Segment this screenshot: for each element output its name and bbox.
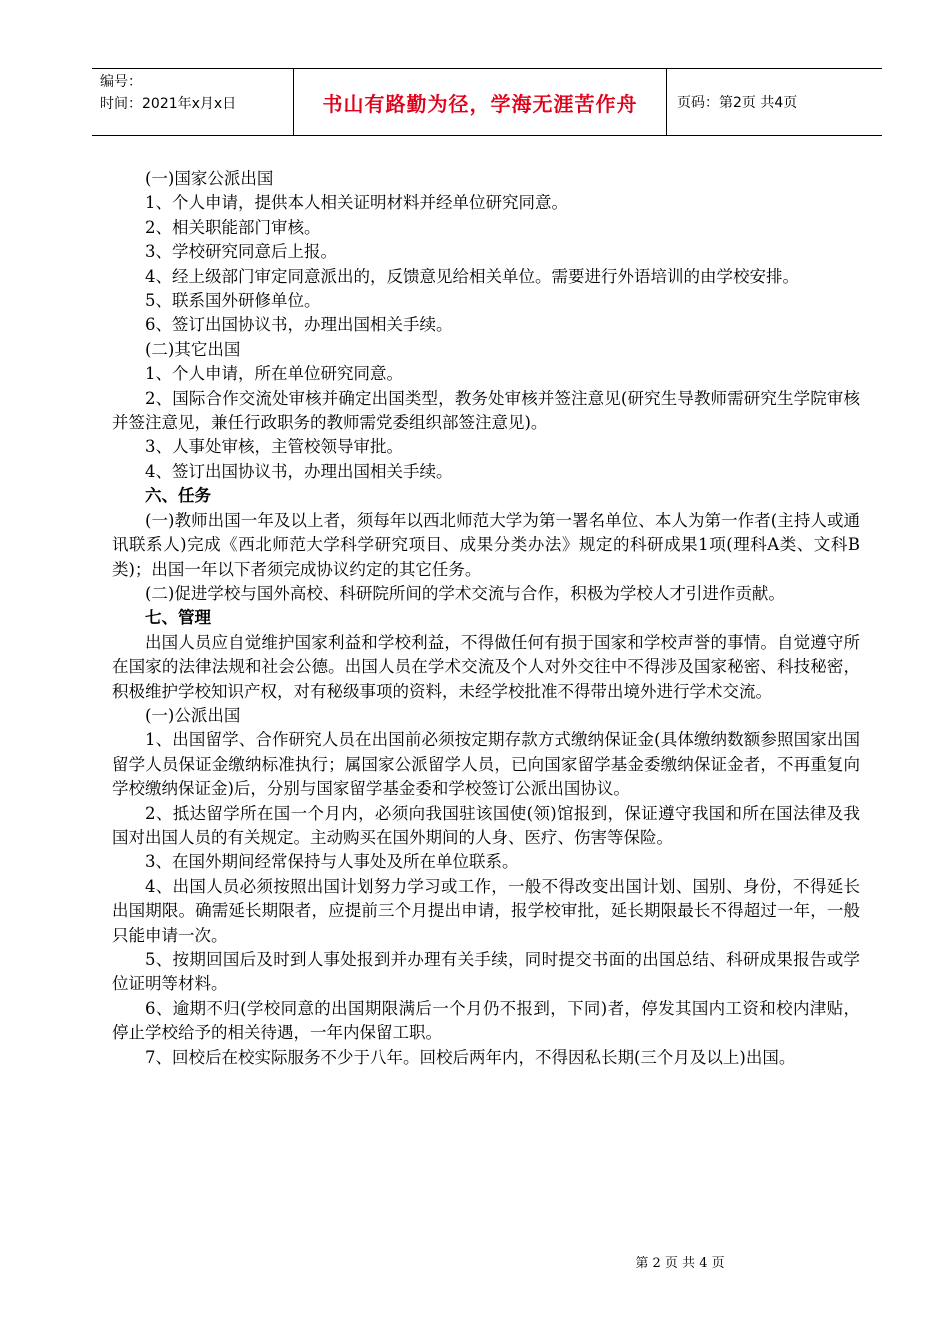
- paragraph: 1、个人申请，所在单位研究同意。: [145, 364, 403, 384]
- paragraph: 4、经上级部门审定同意派出的，反馈意见给相关单位。需要进行外语培训的由学校安排。: [145, 266, 799, 286]
- page-header: [92, 68, 882, 136]
- paragraph: 2、国际合作交流处审核并确定出国类型，教务处审核并签注意见(研究生导教师需研究生学院审核并签注意见，兼任行政职务的教师需党委组织部签注意见)。: [112, 388, 860, 433]
- subheading-other-travel: (二)其它出国: [145, 339, 241, 359]
- paragraph: 3、在国外期间经常保持与人事处及所在单位联系。: [145, 852, 519, 872]
- document-body: [112, 167, 860, 1070]
- paragraph: (一)教师出国一年及以上者，须每年以西北师范大学为第一署名单位、本人为第一作者(主持人或通讯联系人)完成《西北师范大学科学研究项目、成果分类办法》规定的科研成果1项(理科A类、文科B类)；出国一年以下者须完成协议约定的其它任务。: [112, 510, 860, 579]
- paragraph: 2、抵达留学所在国一个月内，必须向我国驻该国使(领)馆报到，保证遵守我国和所在国法律及我国对出国人员的有关规定。主动购买在国外期间的人身、医疗、伤害等保险。: [112, 803, 860, 847]
- paragraph: 4、出国人员必须按照出国计划努力学习或工作，一般不得改变出国计划、国别、身份，不得延长出国期限。确需延长期限者，应提前三个月提出申请，报学校审批，延长期限最长不得超过一年，一般只能申请一次。: [112, 876, 860, 945]
- subheading-public-dispatch: (一)公派出国: [145, 705, 241, 725]
- header-page-cell: [667, 69, 882, 135]
- paragraph: 6、签订出国协议书，办理出国相关手续。: [145, 315, 453, 335]
- paragraph: 3、人事处审核，主管校领导审批。: [145, 437, 403, 457]
- paragraph: (二)促进学校与国外高校、科研院所间的学术交流与合作，积极为学校人才引进作贡献。: [145, 583, 785, 603]
- paragraph: 7、回校后在校实际服务不少于八年。回校后两年内，不得因私长期(三个月及以上)出国。: [145, 1047, 796, 1067]
- paragraph: 5、按期回国后及时到人事处报到并办理有关手续，同时提交书面的出国总结、科研成果报告或学位证明等材料。: [112, 950, 860, 994]
- time-label: 时间：2021年x月x日: [100, 96, 237, 112]
- paragraph: 5、联系国外研修单位。: [145, 291, 321, 311]
- paragraph: 1、出国留学、合作研究人员在出国前必须按定期存款方式缴纳保证金(具体缴纳数额参照国家出国留学人员保证金缴纳标准执行；属国家公派留学人员，已向国家留学基金委缴纳保证金者，不再重复向学校缴纳保证金)后，分别与国家留学基金委和学校签订公派出国协议。: [112, 730, 860, 799]
- page-label: 页码：第2页 共4页: [677, 95, 798, 111]
- paragraph: 出国人员应自觉维护国家利益和学校利益，不得做任何有损于国家和学校声誉的事情。自觉遵守所在国家的法律法规和社会公德。出国人员在学术交流及个人对外交往中不得涉及国家秘密、科技秘密，积极维护学校知识产权，对有秘级事项的资料，未经学校批准不得带出境外进行学术交流。: [112, 632, 860, 701]
- paragraph: 4、签订出国协议书，办理出国相关手续。: [145, 461, 453, 481]
- paragraph: 6、逾期不归(学校同意的出国期限满后一个月仍不报到，下同)者，停发其国内工资和校内津贴，停止学校给予的相关待遇，一年内保留工职。: [112, 998, 860, 1043]
- section-heading-management: 七、管理: [145, 608, 211, 628]
- number-label: 编号：: [100, 74, 142, 90]
- paragraph: 1、个人申请，提供本人相关证明材料并经单位研究同意。: [145, 193, 568, 213]
- page-footer: 第 2 页 共 4 页: [635, 1256, 725, 1271]
- header-motto-cell: [294, 69, 667, 135]
- header-left-cell: [92, 69, 294, 135]
- motto-text: 书山有路勤为径，学海无涯苦作舟: [322, 91, 638, 116]
- paragraph: 3、学校研究同意后上报。: [145, 242, 337, 262]
- section-heading-tasks: 六、任务: [145, 486, 211, 506]
- subheading-national-dispatch: (一)国家公派出国: [145, 169, 274, 188]
- paragraph: 2、相关职能部门审核。: [145, 217, 321, 237]
